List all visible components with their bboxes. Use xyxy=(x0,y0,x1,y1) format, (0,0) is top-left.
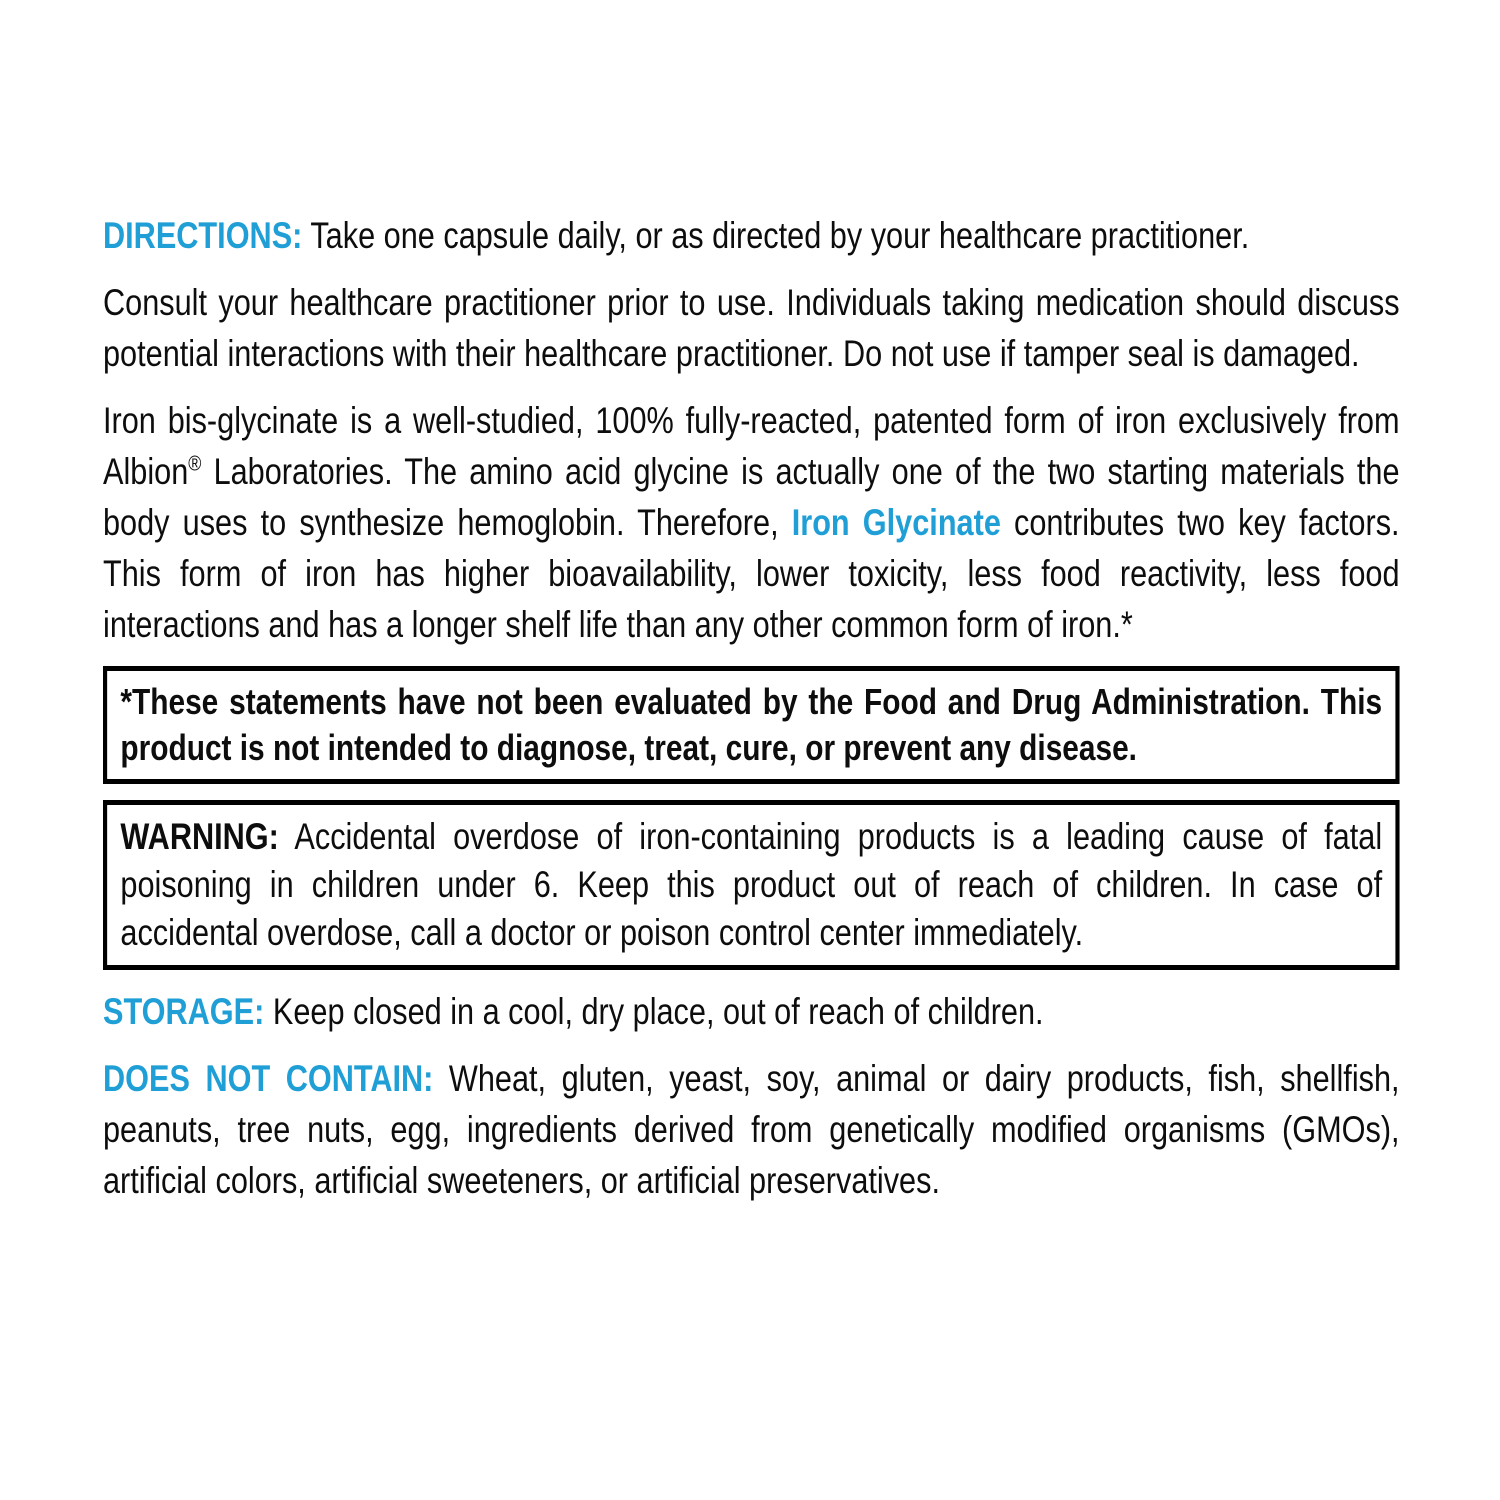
consult-paragraph xyxy=(103,277,1400,379)
storage-text: Keep closed in a cool, dry place, out of reach of children. xyxy=(264,991,1044,1032)
does-not-contain-paragraph xyxy=(103,1053,1400,1206)
warning-heading: WARNING: xyxy=(120,816,279,857)
does-not-contain-text: Wheat, gluten, yeast, soy, animal or dairy products, fish, shellfish, peanuts, tree nuts, egg, ingredients derived from genetically modified organisms (GMOs), artificial colors, artificial sweeteners, or artificial preservatives. xyxy=(103,1058,1400,1201)
iron-glycinate-text-middle: Laboratories. The amino acid glycine is actually one of the two starting materials the body uses to synthesize hemoglobin. Therefore, xyxy=(103,451,1400,543)
iron-glycinate-highlight: Iron Glycinate xyxy=(791,502,1001,543)
does-not-contain-heading: DOES NOT CONTAIN: xyxy=(103,1058,434,1099)
warning-box xyxy=(103,800,1400,970)
iron-glycinate-paragraph xyxy=(103,395,1400,650)
registered-trademark-symbol: ® xyxy=(188,451,202,476)
iron-glycinate-text-end: contributes two key factors. This form of iron has higher bioavailability, lower toxicity, less food reactivity, less food interactions and has a longer shelf life than any other common form of iron.* xyxy=(103,502,1400,645)
directions-text: Take one capsule daily, or as directed by your healthcare practitioner. xyxy=(302,215,1250,256)
consult-text: Consult your healthcare practitioner prior to use. Individuals taking medication should discuss potential interactions with their healthcare practitioner. Do not use if tamper seal is damaged. xyxy=(103,282,1400,374)
directions-heading: DIRECTIONS: xyxy=(103,215,303,256)
storage-paragraph xyxy=(103,986,1400,1037)
label-content xyxy=(103,210,1400,1222)
storage-heading: STORAGE: xyxy=(103,991,265,1032)
fda-disclaimer-text: *These statements have not been evaluated by the Food and Drug Administration. This product is not intended to diagnose, treat, cure, or prevent any disease. xyxy=(120,681,1383,768)
warning-text: Accidental overdose of iron-containing products is a leading cause of fatal poisoning in children under 6. Keep this product out of reach of children. In case of accidental overdose, call a doctor or poison control center immediately. xyxy=(120,816,1383,953)
fda-disclaimer-box xyxy=(103,666,1400,784)
directions-paragraph xyxy=(103,210,1400,261)
iron-glycinate-text-start: Iron bis-glycinate is a well-studied, 100% fully-reacted, patented form of iron exclusively from Albion xyxy=(103,400,1400,492)
